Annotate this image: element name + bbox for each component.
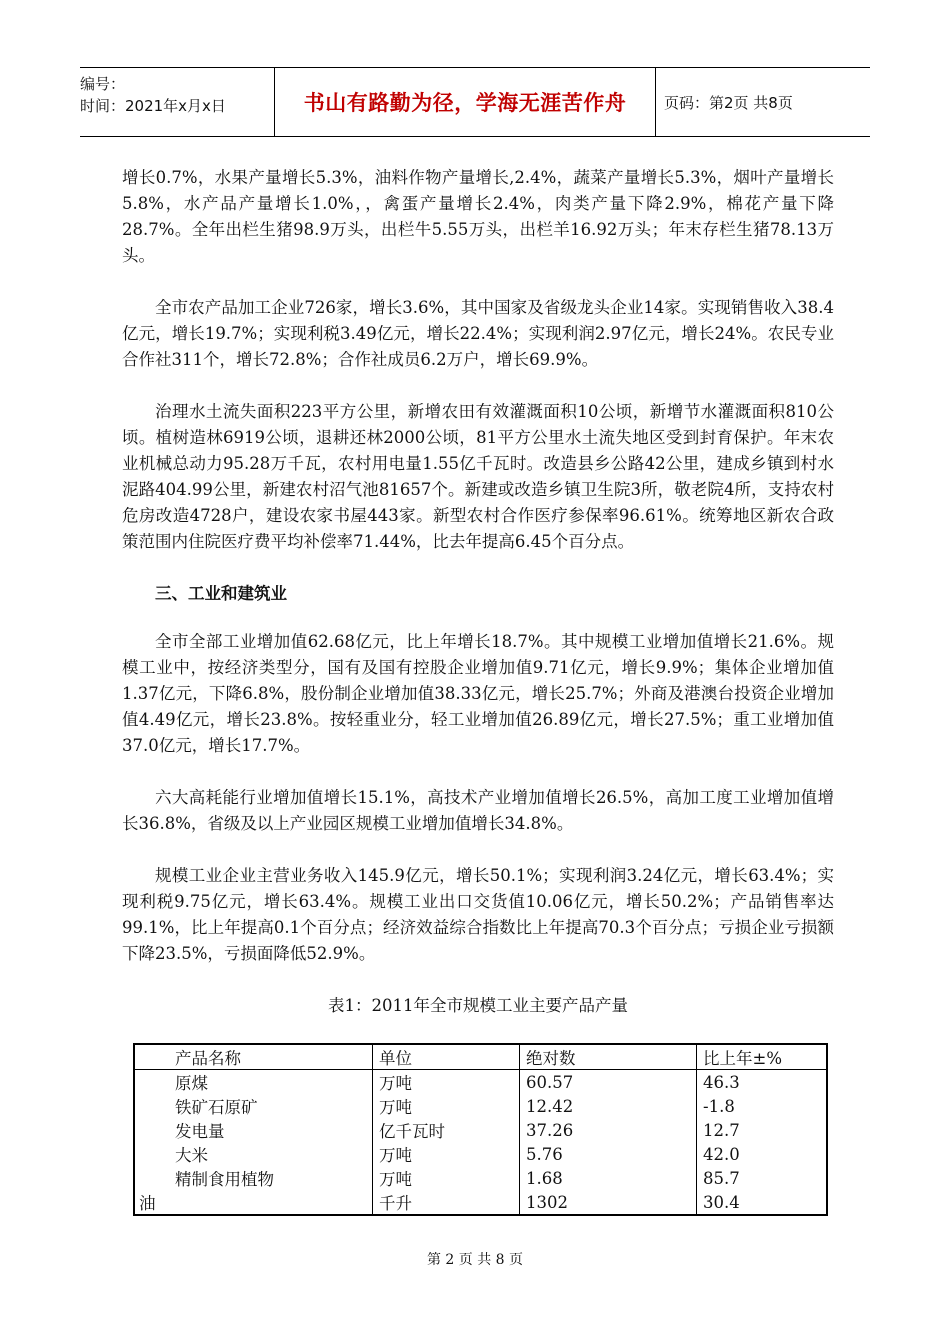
cell-change: 42.0 xyxy=(697,1142,828,1166)
cell-unit: 万吨 xyxy=(373,1070,520,1095)
cell-unit: 千升 xyxy=(373,1190,520,1215)
cell-unit: 万吨 xyxy=(373,1094,520,1118)
body-text xyxy=(122,165,834,1035)
paragraph: 六大高耗能行业增加值增长15.1%，高技术产业增加值增长26.5%，高加工度工业增加值增长36.8%，省级及以上产业园区规模工业增加值增长34.8%。 xyxy=(122,788,834,833)
col-header-unit: 单位 xyxy=(373,1044,520,1070)
cell-change: 46.3 xyxy=(697,1070,828,1095)
cell-unit: 万吨 xyxy=(373,1142,520,1166)
cell-absolute: 12.42 xyxy=(520,1094,697,1118)
doc-date-label: 时间：2021年x月x日 xyxy=(80,97,226,115)
table-row xyxy=(134,1118,827,1142)
header-meta xyxy=(80,68,275,136)
header-motto: 书山有路勤为径，学海无涯苦作舟 xyxy=(275,68,656,136)
cell-product: 大米 xyxy=(134,1142,373,1166)
cell-change: -1.8 xyxy=(697,1094,828,1118)
cell-change: 12.7 xyxy=(697,1118,828,1142)
cell-absolute: 60.57 xyxy=(520,1070,697,1095)
paragraph: 规模工业企业主营业务收入145.9亿元，增长50.1%；实现利润3.24亿元，增长63.4%；实现利税9.75亿元，增长63.4%。规模工业出口交货值10.06亿元，增长50.2%；产品销售率达99.1%，比上年提高0.1个百分点；经济效益综合指数比上年提高70.3个百分点；亏损企业亏损额下降23.5%，亏损面降低52.9%。 xyxy=(122,866,834,963)
cell-product: 油 xyxy=(134,1190,373,1215)
table-row xyxy=(134,1166,827,1190)
cell-unit: 亿千瓦时 xyxy=(373,1118,520,1142)
product-output-table xyxy=(133,1043,828,1216)
col-header-product: 产品名称 xyxy=(134,1044,373,1070)
section-title: 三、工业和建筑业 xyxy=(155,584,287,603)
table-header-row xyxy=(134,1044,827,1070)
cell-absolute: 1.68 xyxy=(520,1166,697,1190)
cell-absolute: 5.76 xyxy=(520,1142,697,1166)
page-footer: 第 2 页 共 8 页 xyxy=(426,1252,524,1268)
cell-product: 原煤 xyxy=(134,1070,373,1095)
table-caption: 表1：2011年全市规模工业主要产品产量 xyxy=(328,996,628,1015)
table-row xyxy=(134,1094,827,1118)
cell-product: 发电量 xyxy=(134,1118,373,1142)
cell-change: 30.4 xyxy=(697,1190,828,1215)
cell-unit: 万吨 xyxy=(373,1166,520,1190)
cell-absolute: 1302 xyxy=(520,1190,697,1215)
header-page-label: 页码：第2页 共8页 xyxy=(664,93,793,112)
paragraph: 全市全部工业增加值62.68亿元，比上年增长18.7%。其中规模工业增加值增长21.6%。规模工业中，按经济类型分，国有及国有控股企业增加值9.71亿元，增长9.9%；集体企业增加值1.37亿元，下降6.8%，股份制企业增加值38.33亿元，增长25.7%；外商及港澳台投资企业增加值4.49亿元，增长23.8%。按轻重业分，轻工业增加值26.89亿元，增长27.5%；重工业增加值37.0亿元，增长17.7%。 xyxy=(122,632,834,755)
table-row xyxy=(134,1142,827,1166)
cell-change: 85.7 xyxy=(697,1166,828,1190)
col-header-absolute: 绝对数 xyxy=(520,1044,697,1070)
page-header xyxy=(80,67,870,137)
cell-product: 精制食用植物 xyxy=(134,1166,373,1190)
cell-absolute: 37.26 xyxy=(520,1118,697,1142)
paragraph: 全市农产品加工企业726家，增长3.6%，其中国家及省级龙头企业14家。实现销售收入38.4亿元，增长19.7%；实现利税3.49亿元，增长22.4%；实现利润2.97亿元，增长24%。农民专业合作社311个，增长72.8%；合作社成员6.2万户，增长69.9%。 xyxy=(122,298,834,369)
paragraph: 治理水土流失面积223平方公里，新增农田有效灌溉面积10公顷，新增节水灌溉面积810公顷。植树造林6919公顷，退耕还林2000公顷，81平方公里水土流失地区受到封育保护。年末农业机械总动力95.28万千瓦，农村用电量1.55亿千瓦时。改造县乡公路42公里，建成乡镇到村水泥路404.99公里，新建农村沼气池81657个。新建或改造乡镇卫生院3所，敬老院4所，支持农村危房改造4728户，建设农家书屋443家。新型农村合作医疗参保率96.61%。统筹地区新农合政策范围内住院医疗费平均补偿率71.44%，比去年提高6.45个百分点。 xyxy=(122,402,834,551)
cell-product: 铁矿石原矿 xyxy=(134,1094,373,1118)
table-row xyxy=(134,1070,827,1095)
doc-number-label: 编号： xyxy=(80,75,126,93)
col-header-change: 比上年±% xyxy=(697,1044,828,1070)
table-row xyxy=(134,1190,827,1215)
paragraph: 增长0.7%，水果产量增长5.3%，油料作物产量增长,2.4%，蔬菜产量增长5.3%，烟叶产量增长5.8%，水产品产量增长1.0%，，禽蛋产量增长2.4%，肉类产量下降2.9%，棉花产量下降28.7%。全年出栏生猪98.9万头，出栏牛5.55万头，出栏羊16.92万头；年末存栏生猪78.13万头。 xyxy=(122,168,834,265)
